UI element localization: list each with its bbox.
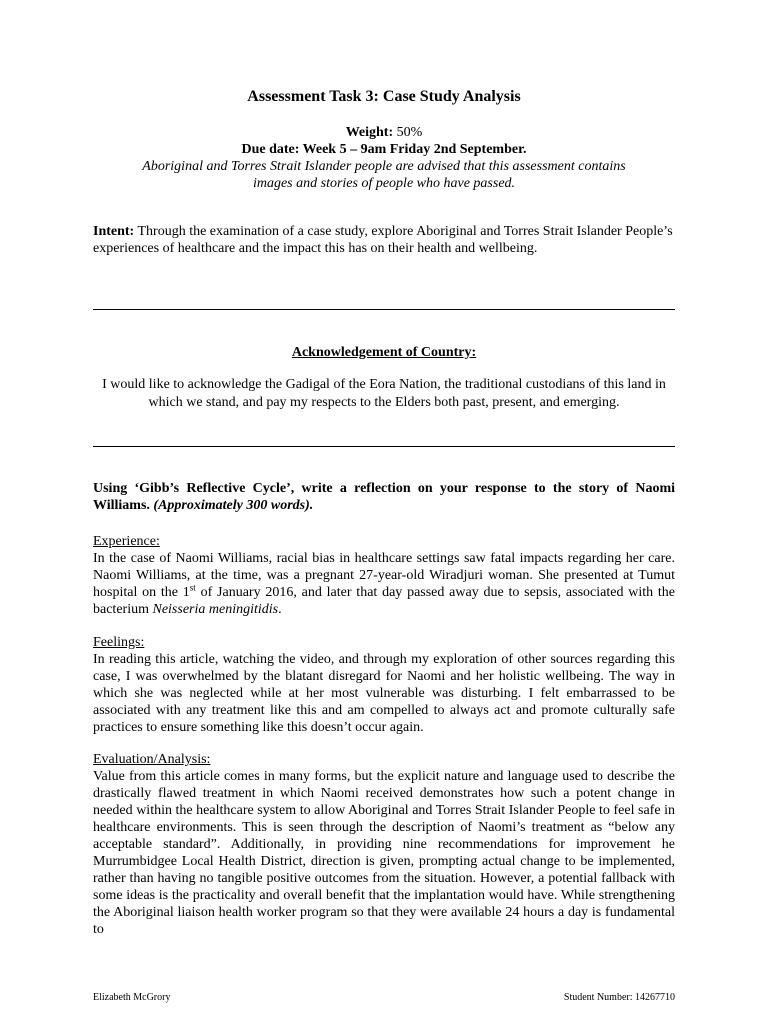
page-title: Assessment Task 3: Case Study Analysis — [247, 88, 521, 105]
divider — [93, 446, 675, 447]
assessment-meta — [93, 124, 675, 192]
feelings-heading: Feelings: — [93, 635, 145, 650]
experience-text-part: In the case of Naomi Williams, racial bias in healthcare settings saw fatal impacts regarding her care. Naomi Williams, at the time, was a pregnant 27-year-old Wiradjuri woman. She presented at Tumut hospital on the 1 — [93, 551, 675, 600]
due-date: Due date: Week 5 – 9am Friday 2nd September. — [241, 142, 527, 157]
weight-label: Weight: — [345, 125, 394, 140]
author-name: Elizabeth McGrory — [93, 992, 171, 1003]
bacterium-name: Neisseria meningitidis — [152, 602, 279, 617]
intent-paragraph — [93, 223, 675, 257]
cultural-advisory: Aboriginal and Torres Strait Islander people are advised that this assessment contains images and stories of people who have passed. — [142, 159, 626, 191]
experience-text-part: of January 2016, and later that day passed away due to sepsis, associated with the bacterium — [93, 585, 675, 617]
reflection-question — [93, 480, 675, 514]
experience-section — [93, 533, 675, 618]
experience-text — [93, 550, 675, 618]
evaluation-text: Value from this article comes in many forms, but the explicit nature and language used to describe the drastically flawed treatment in which Naomi received demonstrates how such a potent change in needed within the healthcare system to allow Aboriginal and Torres Strait Islander People to feel safe in healthcare environments. This is seen through the description of Naomi’s treatment as “below any acceptable standard”. Additionally, in providing nine recommendations for improvement he Murrumbidgee Local Health District, direction is given, prompting actual change to be implemented, rather than having no tangible positive outcomes from the situation. However, a potential fallback with some ideas is the practicality and overall benefit that the implantation would have. While strengthening the Aboriginal liaison health worker program so that they were available 24 hours a day is fundamental to — [93, 769, 675, 937]
evaluation-heading: Evaluation/Analysis: — [93, 752, 211, 767]
intent-label: Intent: — [93, 224, 135, 239]
question-note: (Approximately 300 words). — [153, 498, 314, 513]
weight-value: 50% — [396, 125, 423, 140]
feelings-text: In reading this article, watching the video, and through my exploration of other sources regarding this case, I was overwhelmed by the blatant disregard for Naomi and her holistic wellbeing. The way in which she was neglected while at her most vulnerable was disturbing. I felt embarrassed to be associated with any treatment like this and am compelled to always act and promote culturally safe practices to ensure something like this doesn’t occur again. — [93, 652, 675, 735]
evaluation-section — [93, 751, 675, 938]
acknowledgement-title: Acknowledgement of Country: — [291, 345, 477, 360]
acknowledgement-text: I would like to acknowledge the Gadigal of the Eora Nation, the traditional custodians of this land in which we stand, and pay my respects to the Elders both past, present, and emerging. — [102, 377, 666, 410]
ordinal-suffix: st — [189, 582, 196, 593]
experience-text-part: . — [278, 602, 282, 617]
feelings-section — [93, 634, 675, 736]
student-number: Student Number: 14267710 — [563, 992, 675, 1003]
experience-heading: Experience: — [93, 534, 160, 549]
intent-text: Through the examination of a case study, explore Aboriginal and Torres Strait Islander People’s experiences of healthcare and the impact this has on their health and wellbeing. — [93, 224, 673, 256]
question-text: Using ‘Gibb’s Reflective Cycle’, write a reflection on your response to the story of Naomi Williams. — [93, 481, 675, 513]
divider — [93, 309, 675, 310]
weight-line — [93, 124, 675, 141]
